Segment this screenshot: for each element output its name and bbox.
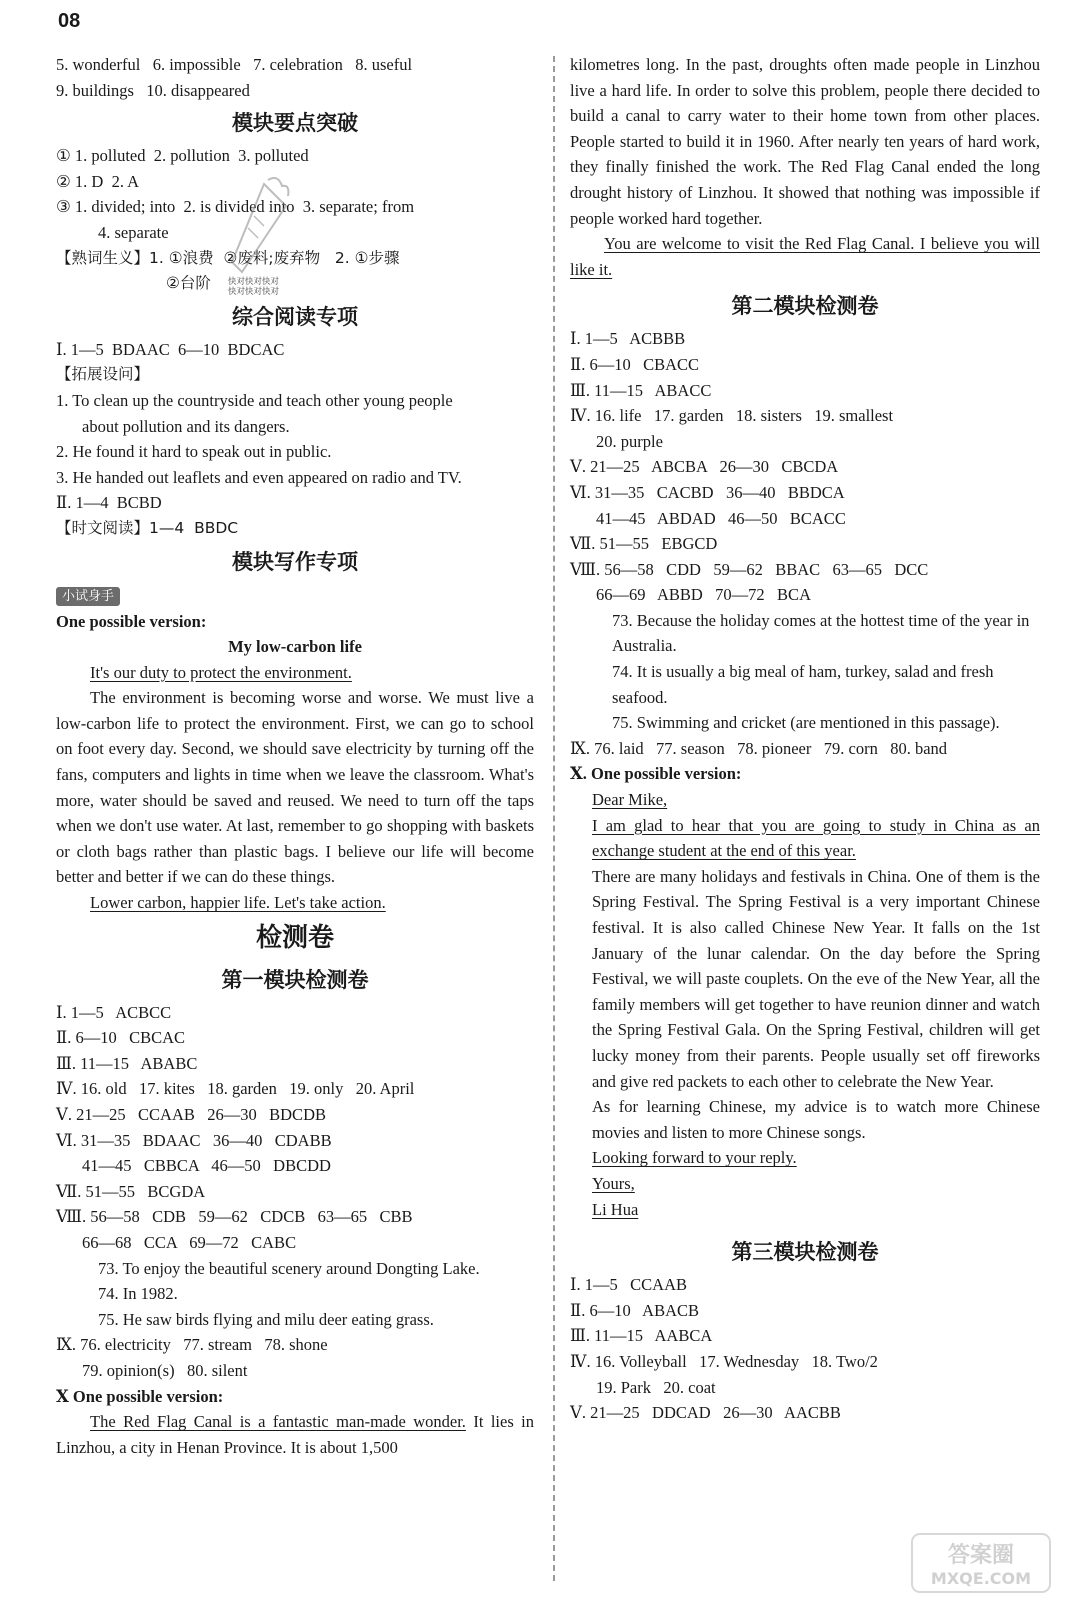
essay-first-sentence: It's our duty to protect the environment. <box>90 662 352 682</box>
answer-line: 75. Swimming and cricket (are mentioned in this passage). <box>612 713 1000 733</box>
section-tag: 小试身手 <box>56 587 120 606</box>
answer-line: ① 1. polluted 2. pollution 3. polluted <box>56 146 309 166</box>
left-column <box>56 52 534 1460</box>
answer-line: Ⅰ. 1—5 CCAAB <box>570 1275 687 1295</box>
letter-body: There are many holidays and festivals in China. One of them is the Spring Festival. The Spring Festival is a very important Chinese festival. It is also called Chinese New Year. It falls on the 1st January of the lunar calendar. On the day before the Spring Festival, we will paste couplets. On the eve of the New Year, all the family members will get together to have reunion dinner and watch the Spring Festival Gala. On the Spring Festival, children will get lucky money from their parents. People usually set off fireworks and give red packets to each other to celebrate the New Year. <box>592 866 1040 1091</box>
answer-line: 79. opinion(s) 80. silent <box>82 1360 248 1380</box>
answer-line: ③ 1. divided; into 2. is divided into 3. separate; from <box>56 197 415 217</box>
answer-line: Ⅱ. 6—10 CBCAC <box>56 1028 186 1048</box>
answer-line: Ⅸ. 76. laid 77. season 78. pioneer 79. corn 80. band <box>570 738 948 758</box>
answer-line: 66—69 ABBD 70—72 BCA <box>596 585 811 605</box>
section-title: 第一模块检测卷 <box>221 967 369 992</box>
column-divider <box>553 56 555 1581</box>
answer-line: 5. wonderful 6. impossible 7. celebration 8. useful <box>56 55 413 74</box>
answer-line: 19. Park 20. coat <box>596 1377 716 1397</box>
answer-line: 74. It is usually a big meal of ham, turkey, salad and fresh seafood. <box>612 662 994 707</box>
answer-line: 2. He found it hard to speak out in public. <box>56 442 332 462</box>
answer-line: Ⅵ. 31—35 CACBD 36—40 BBDCA <box>570 482 845 502</box>
essay-title: My low-carbon life <box>228 637 362 657</box>
essay-label: One possible version: <box>56 611 207 631</box>
svg-text:MXQE.COM: MXQE.COM <box>930 1569 1032 1588</box>
answer-line: 66—68 CCA 69—72 CABC <box>82 1232 297 1252</box>
answer-line: 3. He handed out leaflets and even appeared on radio and TV. <box>56 467 462 487</box>
answer-line: 【时文阅读】1—4 BBDC <box>56 518 239 537</box>
answer-line: Ⅲ. 11—15 ABABC <box>56 1053 198 1073</box>
section-title: 第二模块检测卷 <box>731 294 879 319</box>
right-column <box>570 52 1040 1426</box>
answer-line: Ⅷ. 56—58 CDD 59—62 BBAC 63—65 DCC <box>570 559 929 579</box>
essay-continued: kilometres long. In the past, droughts often made people in Linzhou live a hard life. In order to solve this problem, people there decided to build a canal to carry water to their home town from other places. People started to build it in 1960. After nearly ten years of hard work, they finally finished the work. The Red Flag Canal ended the long drought history of Linzhou. It showed that nothing was impossible if people worked hard together. <box>570 55 1040 228</box>
answer-line: Ⅸ. 76. electricity 77. stream 78. shone <box>56 1335 328 1355</box>
section-title: 模块写作专项 <box>232 549 358 574</box>
answer-line: 73. Because the holiday comes at the hottest time of the year in Australia. <box>612 610 1030 656</box>
essay-label: Ⅹ One possible version: <box>56 1386 224 1406</box>
answer-line: Ⅵ. 31—35 BDAAC 36—40 CDABB <box>56 1130 332 1150</box>
section-title: 第三模块检测卷 <box>731 1240 879 1265</box>
shuci-line: ②台阶 <box>166 274 211 293</box>
answer-line: Ⅶ. 51—55 BCGDA <box>56 1181 206 1201</box>
letter-first-sentence: I am glad to hear that you are going to study in China as an exchange student at the end of this year. <box>592 815 1040 861</box>
answer-line: 【拓展设问】 <box>56 365 150 384</box>
answer-line: Ⅰ. 1—5 BDAAC 6—10 BDCAC <box>56 339 285 359</box>
essay-text: It lies in Linzhou, a city in Henan Province. It is about 1,500 <box>56 1412 534 1457</box>
letter-yours: Yours, <box>592 1173 635 1193</box>
letter-closing: Looking forward to your reply. <box>592 1148 797 1168</box>
answer-line: Ⅰ. 1—5 ACBCC <box>56 1002 172 1022</box>
answer-line: 75. He saw birds flying and milu deer eating grass. <box>98 1309 434 1329</box>
watermark-icon <box>228 176 292 276</box>
answer-line: Ⅴ. 21—25 DDCAD 26—30 AACBB <box>570 1403 841 1423</box>
section-title: 检测卷 <box>255 922 334 953</box>
answer-line: 74. In 1982. <box>98 1284 178 1304</box>
answer-line: Ⅱ. 1—4 BCBD <box>56 493 162 513</box>
essay-body: The environment is becoming worse and worse. We must live a low-carbon life to protect the environment. First, we can go to school on foot every day. Second, we should save electricity by turning off the fans, computers and lights in time when we leave the classroom. What's more, water should be saved and reused. We need to turn off the taps when we don't use water. At last, remember to go shopping with baskets or cloth bags rather than plastic bags. I believe our life will become better and better if we can do these things. <box>56 688 534 887</box>
essay-last-sentence: You are welcome to visit the Red Flag Canal. I believe you will like it. <box>570 234 1040 279</box>
answer-line: about pollution and its dangers. <box>82 416 290 436</box>
answer-line: Ⅲ. 11—15 ABACC <box>570 380 712 400</box>
answer-line: Ⅶ. 51—55 EBGCD <box>570 534 718 554</box>
essay-label: Ⅹ. One possible version: <box>570 764 742 784</box>
answer-line: Ⅳ. 16. life 17. garden 18. sisters 19. smallest <box>570 406 894 426</box>
letter-signature: Li Hua <box>592 1199 639 1219</box>
essay-last-sentence: Lower carbon, happier life. Let's take action. <box>90 893 386 913</box>
answer-line: 1. To clean up the countryside and teach other young people <box>56 390 453 410</box>
answer-line: Ⅴ. 21—25 ABCBA 26—30 CBCDA <box>570 457 839 477</box>
answer-line: Ⅳ. 16. old 17. kites 18. garden 19. only 20. April <box>56 1079 415 1099</box>
answer-line: Ⅰ. 1—5 ACBBB <box>570 329 686 349</box>
answer-line: 4. separate <box>98 222 169 242</box>
answer-line: Ⅱ. 6—10 ABACB <box>570 1300 700 1320</box>
section-title: 综合阅读专项 <box>232 304 358 329</box>
answer-line: ② 1. D 2. A <box>56 171 140 191</box>
answer-line: 9. buildings 10. disappeared <box>56 80 250 100</box>
answer-line: 73. To enjoy the beautiful scenery around Dongting Lake. <box>98 1258 480 1278</box>
answer-line: Ⅴ. 21—25 CCAAB 26—30 BDCDB <box>56 1105 326 1124</box>
page-number: 08 <box>58 10 81 32</box>
svg-text:答案圈: 答案圈 <box>947 1543 1015 1568</box>
watermark-text: 快对快对快对 快对快对快对 <box>228 277 280 297</box>
answer-line: 41—45 CBBCA 46—50 DBCDD <box>82 1156 331 1176</box>
answer-line: Ⅱ. 6—10 CBACC <box>570 354 700 374</box>
shuci-line: 【熟词生义】1. ①浪费 ②废料;废弃物 2. ①步骤 <box>56 248 400 267</box>
answer-line: Ⅲ. 11—15 AABCA <box>570 1326 713 1346</box>
brand-watermark-logo <box>910 1532 1052 1594</box>
answer-line: Ⅷ. 56—58 CDB 59—62 CDCB 63—65 CBB <box>56 1207 413 1227</box>
essay-first-sentence: The Red Flag Canal is a fantastic man-made wonder. <box>90 1412 466 1432</box>
letter-advice: As for learning Chinese, my advice is to watch more Chinese movies and listen to more Chinese songs. <box>592 1097 1040 1142</box>
answer-line: 41—45 ABDAD 46—50 BCACC <box>596 508 846 528</box>
answer-line: 20. purple <box>596 431 663 451</box>
letter-greeting: Dear Mike, <box>592 790 668 810</box>
answer-line: Ⅳ. 16. Volleyball 17. Wednesday 18. Two/2 <box>570 1351 878 1371</box>
section-title: 模块要点突破 <box>232 111 358 136</box>
